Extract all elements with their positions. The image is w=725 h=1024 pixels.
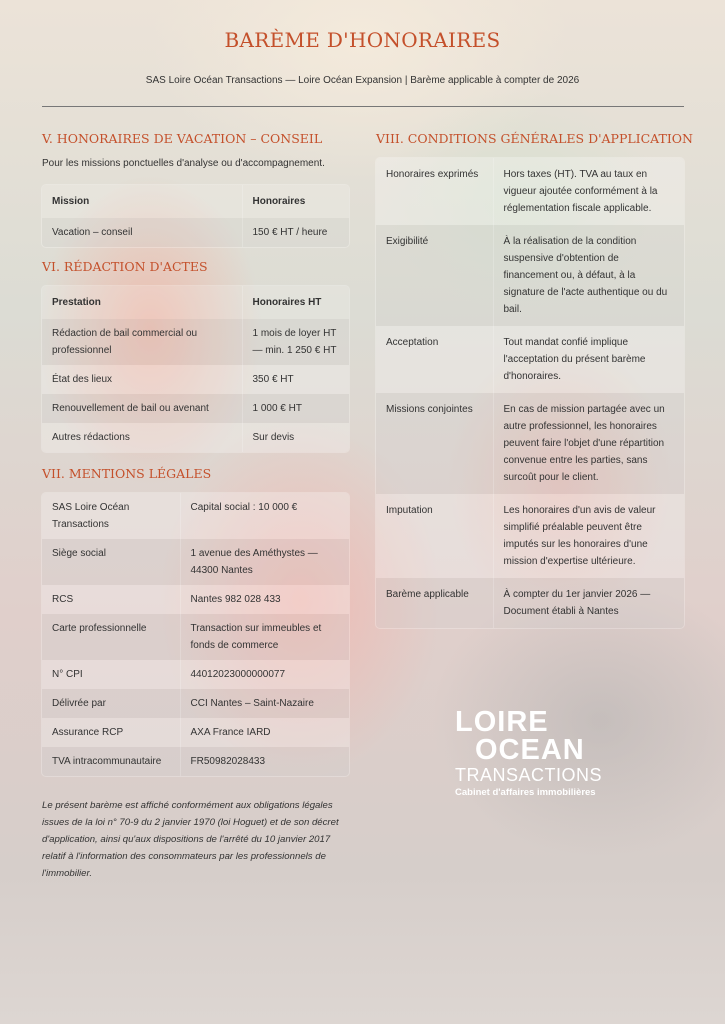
cell: Siège social: [42, 539, 180, 585]
cell: Barème applicable: [376, 578, 493, 628]
cell: 1 000 € HT: [242, 394, 349, 423]
cell: AXA France IARD: [180, 718, 349, 747]
table-row: [376, 326, 684, 393]
cell: À compter du 1er janvier 2026 — Document établi à Nantes: [493, 578, 684, 628]
table-row: [42, 614, 349, 660]
conditions-table: [376, 158, 684, 628]
divider: [42, 106, 684, 107]
table-row: [42, 394, 349, 423]
cell: Capital social : 10 000 €: [180, 493, 349, 539]
cell: 350 € HT: [242, 365, 349, 394]
cell: Nantes 982 028 433: [180, 585, 349, 614]
acts-table: [42, 286, 349, 452]
cell: Délivrée par: [42, 689, 180, 718]
column-header: Honoraires: [242, 185, 349, 218]
table-row: [42, 660, 349, 689]
cell: Honoraires exprimés: [376, 158, 493, 225]
cell: À la réalisation de la condition suspensive d'obtention de financement ou, à défaut, à la signature de l'acte authentique ou du bail.: [493, 225, 684, 326]
cell: Missions conjointes: [376, 393, 493, 494]
table-row: [42, 493, 349, 539]
table-row: [42, 689, 349, 718]
logo-line-1: LOIRE: [455, 706, 549, 738]
table-row: [42, 365, 349, 394]
logo-line-3: TRANSACTIONS: [455, 765, 603, 785]
table-row: [42, 747, 349, 776]
page-title: BARÈME D'HONORAIRES: [224, 28, 501, 52]
cell: Transaction sur immeubles et fonds de commerce: [180, 614, 349, 660]
column-header: Honoraires HT: [242, 286, 349, 319]
cell: 1 avenue des Améthystes — 44300 Nantes: [180, 539, 349, 585]
vacation-table: [42, 185, 349, 247]
legal-table: [42, 493, 349, 776]
cell: 1 mois de loyer HT — min. 1 250 € HT: [242, 319, 349, 365]
cell: TVA intracommunautaire: [42, 747, 180, 776]
cell: Tout mandat confié implique l'acceptation du présent barème d'honoraires.: [493, 326, 684, 393]
table-row: [376, 494, 684, 578]
section-5-intro: Pour les missions ponctuelles d'analyse ou d'accompagnement.: [42, 158, 325, 169]
cell: RCS: [42, 585, 180, 614]
cell: 44012023000000077: [180, 660, 349, 689]
cell: Les honoraires d'un avis de valeur simplifié préalable peuvent être imputés sur les honoraires d'une mission d'expertise ultérieure.: [493, 494, 684, 578]
cell: Assurance RCP: [42, 718, 180, 747]
cell: État des lieux: [42, 365, 242, 394]
table-row: [42, 585, 349, 614]
column-header: Mission: [52, 196, 90, 207]
cell: Carte professionnelle: [42, 614, 180, 660]
table-row: [42, 319, 349, 365]
cell: CCI Nantes – Saint-Nazaire: [180, 689, 349, 718]
section-8-heading: VIII. CONDITIONS GÉNÉRALES D'APPLICATION: [376, 131, 693, 146]
cell: Hors taxes (HT). TVA au taux en vigueur ajoutée conformément à la réglementation fiscale applicable.: [493, 158, 684, 225]
table-row: [376, 225, 684, 326]
cell: 150 € HT / heure: [242, 218, 349, 247]
column-header: Prestation: [52, 297, 101, 308]
table-row: [376, 158, 684, 225]
cell: N° CPI: [42, 660, 180, 689]
legal-note: Le présent barème est affiché conformément aux obligations légales issues de la loi n° 70-9 du 2 janvier 1970 (loi Hoguet) et de son décret d'application, ainsi qu'aux dispositions de l'arrêté du 10 janvier 2017 relatif à l'information des consommateurs par les professionnels de l'immobilier.: [42, 800, 339, 879]
table-row: [376, 393, 684, 494]
cell: En cas de mission partagée avec un autre professionnel, les honoraires peuvent faire l'objet d'une répartition convenue entre les parties, sans surcoût pour le client.: [493, 393, 684, 494]
cell: Vacation – conseil: [42, 218, 242, 247]
table-row: [376, 578, 684, 628]
cell: Rédaction de bail commercial ou professionnel: [42, 319, 242, 365]
cell: Acceptation: [376, 326, 493, 393]
company-logo: [455, 708, 602, 800]
cell: Exigibilité: [376, 225, 493, 326]
section-7-heading: VII. MENTIONS LÉGALES: [42, 466, 212, 481]
table-row: [42, 423, 349, 452]
page-subtitle: SAS Loire Océan Transactions — Loire Océan Expansion | Barème applicable à compter de 2026: [145, 75, 580, 86]
cell: Renouvellement de bail ou avenant: [42, 394, 242, 423]
cell: FR50982028433: [180, 747, 349, 776]
cell: Imputation: [376, 494, 493, 578]
cell: SAS Loire Océan Transactions: [42, 493, 180, 539]
logo-line-2: OCEAN: [475, 734, 585, 766]
cell: Sur devis: [242, 423, 349, 452]
cell: Autres rédactions: [42, 423, 242, 452]
section-5-heading: V. HONORAIRES DE VACATION – CONSEIL: [42, 131, 323, 146]
table-row: [42, 718, 349, 747]
logo-tagline: Cabinet d'affaires immobilières: [455, 787, 596, 798]
table-row: [42, 218, 349, 247]
table-row: [42, 539, 349, 585]
section-6-heading: VI. RÉDACTION D'ACTES: [42, 259, 208, 274]
